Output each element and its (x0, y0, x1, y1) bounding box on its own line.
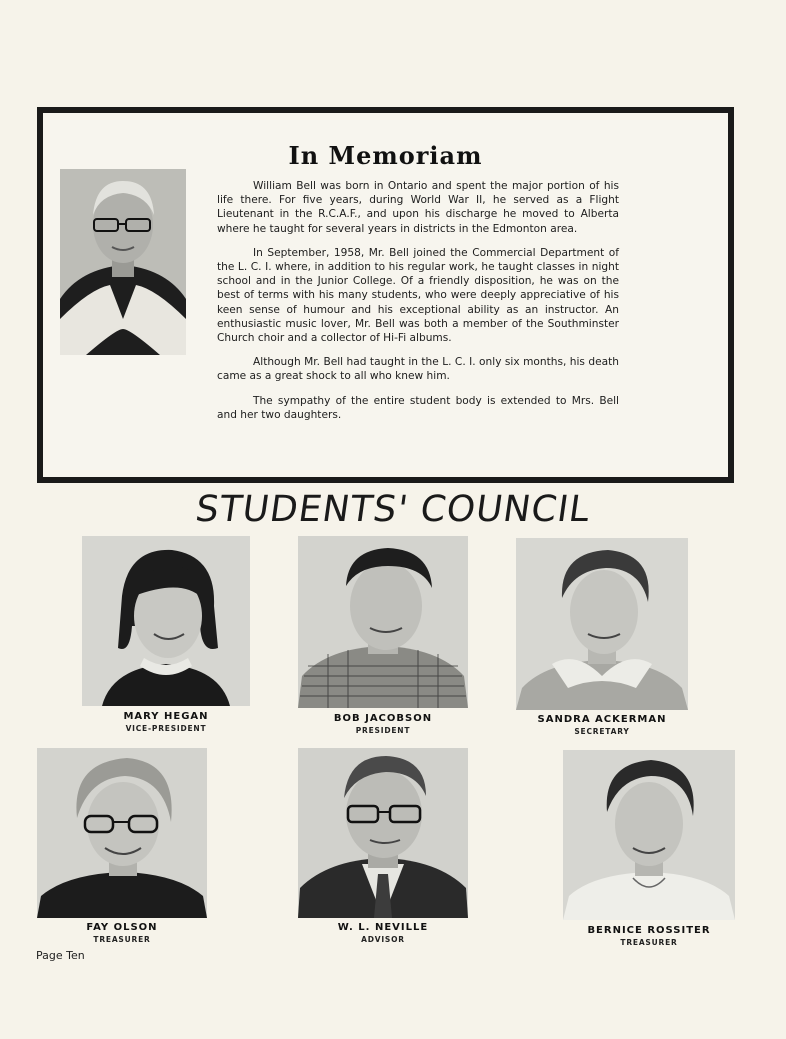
memorial-paragraph: Although Mr. Bell had taught in the L. C. I. only six months, his death came as a great shock to all who knew him. (217, 356, 619, 383)
member-name: W. L. NEVILLE (337, 922, 429, 933)
member-photo (563, 750, 735, 920)
memorial-paragraph: The sympathy of the entire student body is extended to Mrs. Bell and her two daughters. (217, 394, 619, 421)
member-photo (298, 748, 468, 918)
member-name: MARY HEGAN (123, 711, 209, 722)
member-name: FAY OLSON (86, 922, 158, 933)
memorial-box (37, 107, 734, 483)
memorial-title: In Memoriam (288, 141, 483, 170)
member-role: PRESIDENT (355, 726, 411, 735)
page-number: Page Ten (36, 949, 85, 962)
member-role: ADVISOR (361, 935, 405, 944)
memorial-paragraph: In September, 1958, Mr. Bell joined the Commercial Department of the L. C. I. where, in addition to his regular work, he taught classes in night school and in the Junior College. Of a friendly disposition, he was on the best of terms with his many students, who were deeply appreciative of his keen sense of humour and his exceptional ability as an instructor. An enthusiastic music lover, Mr. Bell was both a member of the Southminster Church choir and a collector of Hi-Fi albums. (217, 246, 619, 345)
member-photo (37, 748, 207, 918)
memorial-photo (60, 169, 186, 355)
memorial-paragraph: William Bell was born in Ontario and spent the major portion of his life there. For five years, during World War II, he served as a Flight Lieutenant in the R.C.A.F., and upon his discharge he moved to Alberta where he taught for several years in districts in the Edmonton area. (217, 180, 619, 235)
memorial-text (217, 179, 619, 432)
member-name: SANDRA ACKERMAN (537, 714, 667, 725)
council-heading: STUDENTS' COUNCIL (192, 489, 594, 530)
member-photo (298, 536, 468, 708)
member-role: TREASURER (93, 935, 151, 944)
member-photo (516, 538, 688, 710)
member-role: SECRETARY (574, 727, 630, 736)
member-photo (82, 536, 250, 706)
member-role: VICE-PRESIDENT (125, 724, 207, 733)
member-name: BOB JACOBSON (333, 713, 433, 724)
member-role: TREASURER (620, 938, 678, 947)
member-name: BERNICE ROSSITER (587, 925, 711, 936)
